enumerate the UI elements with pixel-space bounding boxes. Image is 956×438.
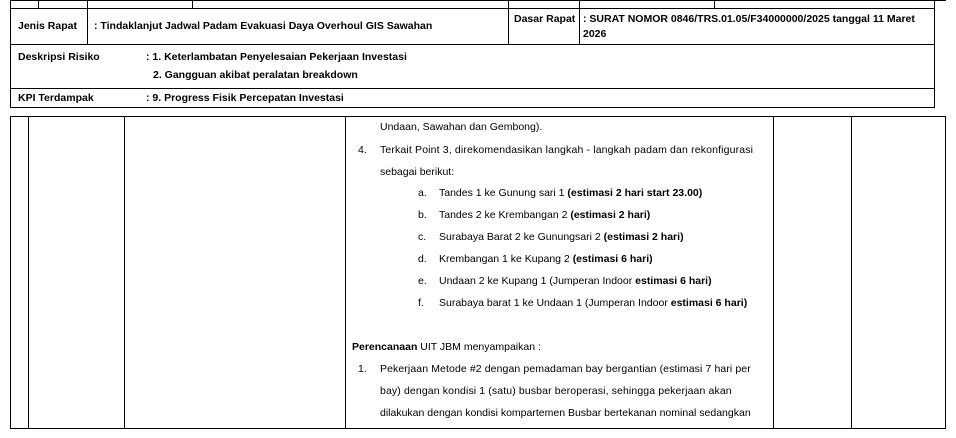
- kpi-label: KPI Terdampak: [18, 92, 94, 104]
- item-1-number: 1.: [358, 363, 367, 375]
- perencanaan-heading: Perencanaan UIT JBM menyampaikan :: [352, 341, 541, 353]
- continuation-line: Undaan, Sawahan dan Gembong).: [380, 121, 543, 133]
- deskripsi-risiko-item-2: 2. Gangguan akibat peralatan breakdown: [153, 69, 358, 81]
- jenis-rapat-label: Jenis Rapat: [18, 20, 77, 32]
- deskripsi-risiko-label: Deskripsi Risiko: [18, 51, 100, 63]
- step-text: Surabaya Barat 2 ke Gunungsari 2 (estimasi 2 hari): [439, 231, 684, 243]
- step-text: Undaan 2 ke Kupang 1 (Jumperan Indoor estimasi 6 hari): [439, 275, 712, 287]
- point-4-line-1: Terkait Point 3, direkomendasikan langkah - langkah padam dan rekonfigurasi: [380, 144, 754, 156]
- step-letter: e.: [418, 275, 427, 287]
- dasar-rapat-value-line1: : SURAT NOMOR 0846/TRS.01.05/F34000000/2025 tanggal 11 Maret: [583, 13, 915, 25]
- point-4-number: 4.: [358, 144, 367, 156]
- step-text: Tandes 1 ke Gunung sari 1 (estimasi 2 hari start 23.00): [439, 187, 703, 199]
- step-letter: a.: [418, 187, 427, 199]
- step-text: Surabaya barat 1 ke Undaan 1 (Jumperan Indoor estimasi 6 hari): [439, 297, 748, 309]
- step-text: Krembangan 1 ke Kupang 2 (estimasi 6 hari): [439, 253, 653, 265]
- kpi-value: : 9. Progress Fisik Percepatan Investasi: [146, 92, 344, 104]
- jenis-rapat-value: : Tindaklanjut Jadwal Padam Evakuasi Daya Overhoul GIS Sawahan: [94, 20, 433, 32]
- item-1-line-3: dilakukan dengan kondisi kompartemen Busbar bertekanan nominal sedangkan: [380, 407, 751, 419]
- point-4-line-2: sebagai berikut:: [380, 166, 455, 178]
- step-text: Tandes 2 ke Krembangan 2 (estimasi 2 hari): [439, 209, 651, 221]
- step-letter: b.: [418, 209, 427, 221]
- step-letter: f.: [418, 297, 424, 309]
- step-letter: d.: [418, 253, 427, 265]
- item-1-line-2: bay) dengan kondisi 1 (satu) busbar beroperasi, sehingga pekerjaan akan: [380, 385, 732, 397]
- item-1-line-1: Pekerjaan Metode #2 dengan pemadaman bay bergantian (estimasi 7 hari per: [380, 363, 751, 375]
- dasar-rapat-value-line2: 2026: [583, 28, 607, 40]
- deskripsi-risiko-item-1: : 1. Keterlambatan Penyelesaian Pekerjaan Investasi: [146, 51, 407, 63]
- dasar-rapat-label: Dasar Rapat: [514, 13, 576, 25]
- step-letter: c.: [418, 231, 427, 243]
